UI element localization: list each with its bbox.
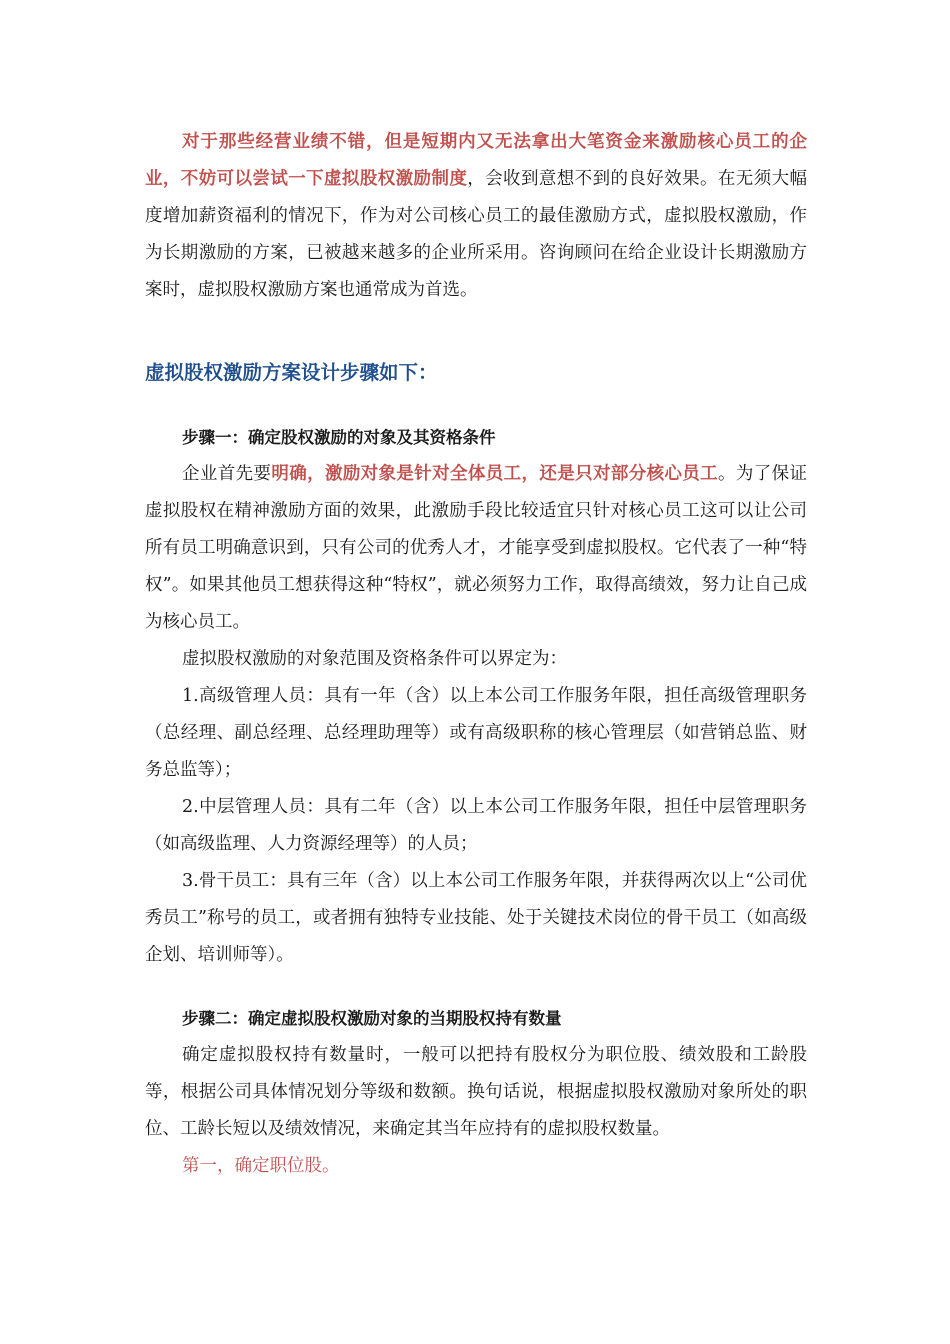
step1-item-2: 2.中层管理人员：具有二年（含）以上本公司工作服务年限，担任中层管理职务（如高级监理、人力资源经理等）的人员； [145, 797, 807, 854]
step1-paragraph-1 [145, 456, 807, 641]
step1-paragraph-2: 虚拟股权激励的对象范围及资格条件可以界定为： [182, 649, 567, 669]
section-heading: 虚拟股权激励方案设计步骤如下： [145, 361, 438, 384]
intro-text: ，会收到意想不到的良好效果。在无须大幅度增加薪资福利的情况下，作为对公司核心员工的最佳激励方式，虚拟股权激励，作为长期激励的方案，已被越来越多的企业所采用。咨询顾问在给企业设计长期激励方案时，虚拟股权激励方案也通常成为首选。 [145, 169, 807, 300]
step2-paragraph-2: 第一，确定职位股。 [182, 1156, 340, 1176]
step1-item-1: 1.高级管理人员：具有一年（含）以上本公司工作服务年限，担任高级管理职务（总经理、副总经理、总经理助理等）或有高级职称的核心管理层（如营销总监、财务总监等）； [145, 686, 807, 780]
step1-para1-text: 。为了保证虚拟股权在精神激励方面的效果，此激励手段比较适宜只针对核心员工这可以让公司所有员工明确意识到，只有公司的优秀人才，才能享受到虚拟股权。它代表了一种“特权”。如果其他员工想获得这种“特权”，就必须努力工作，取得高绩效，努力让自己成为核心员工。 [145, 464, 808, 632]
step1-title: 步骤一：确定股权激励的对象及其资格条件 [182, 428, 496, 447]
step2-title: 步骤二：确定虚拟股权激励对象的当期股权持有数量 [182, 1009, 562, 1028]
step1-item-3: 3.骨干员工：具有三年（含）以上本公司工作服务年限，并获得两次以上“公司优秀员工”称号的员工，或者拥有独特专业技能、处于关键技术岗位的骨干员工（如高级企划、培训师等）。 [145, 871, 807, 965]
step1-para1-emphasis: 明确，激励对象是针对全体员工，还是只对部分核心员工 [271, 464, 719, 484]
step2-paragraph-1: 确定虚拟股权持有数量时，一般可以把持有股权分为职位股、绩效股和工龄股等，根据公司具体情况划分等级和数额。换句话说，根据虚拟股权激励对象所处的职位、工龄长短以及绩效情况，来确定其当年应持有的虚拟股权数量。 [145, 1045, 807, 1139]
intro-paragraph [145, 124, 807, 309]
step1-para1-prefix: 企业首先要 [182, 464, 272, 484]
intro-emphasis: 对于那些经营业绩不错，但是短期内又无法拿出大笔资金来激励核心员工的企业，不妨可以尝试一下虚拟股权激励制度 [145, 132, 807, 189]
document-page [145, 124, 807, 1185]
